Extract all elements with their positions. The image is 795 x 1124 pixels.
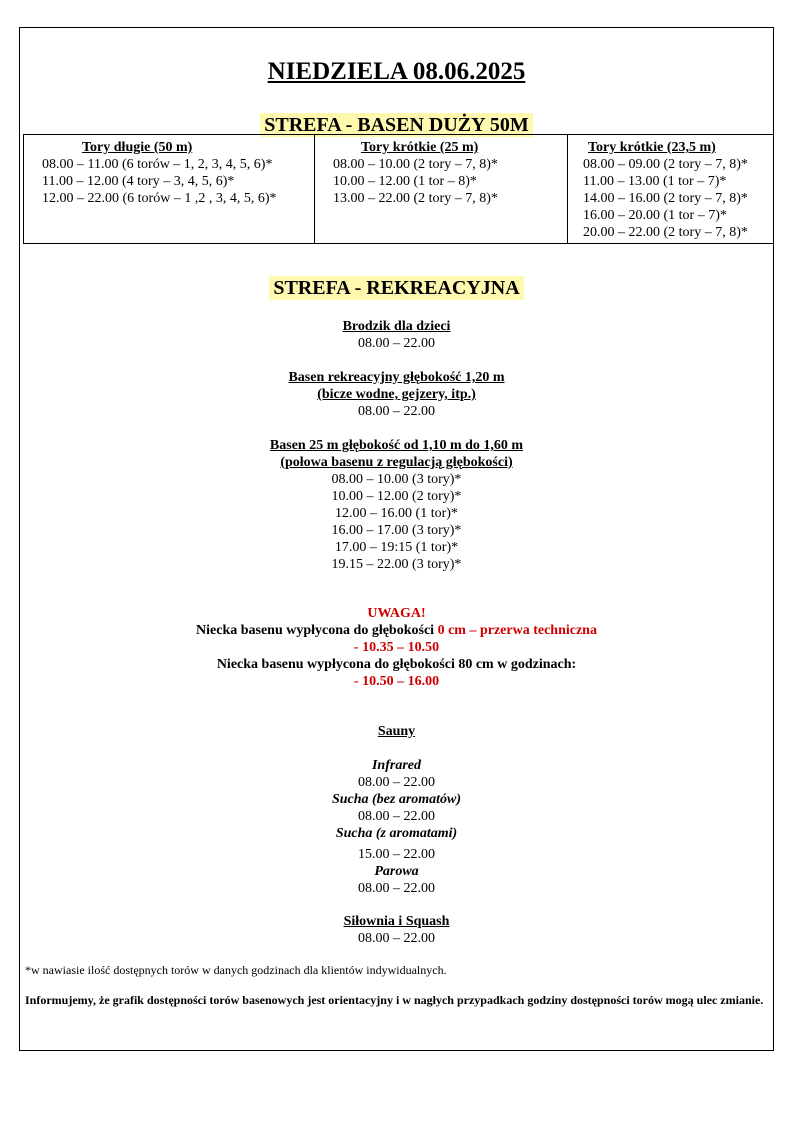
uwaga-line1-text: Niecka basenu wypłycona do głębokości xyxy=(196,623,438,638)
rekreacyjny-hours: 08.00 – 22.00 xyxy=(358,404,435,419)
lanes-col-header: Tory krótkie (25 m) xyxy=(361,140,479,155)
sauny-section xyxy=(20,723,773,897)
uwaga-line1-highlight: 0 cm – przerwa techniczna xyxy=(437,623,597,638)
lane-row: 11.00 – 12.00 (4 tory – 3, 4, 5, 6)* xyxy=(42,174,235,189)
basen25-row: 08.00 – 10.00 (3 tory)* xyxy=(331,472,462,487)
lanes-col-short-235 xyxy=(568,135,774,244)
lanes-col-short-25 xyxy=(315,135,568,244)
brodzik-title: Brodzik dla dzieci xyxy=(342,319,451,334)
rekreacyjny-subtitle: (bicze wodne, gejzery, itp.) xyxy=(317,387,476,402)
sauna-name: Sucha (bez aromatów) xyxy=(331,792,462,807)
basen25-section xyxy=(20,437,773,573)
sauna-hours: 08.00 – 22.00 xyxy=(358,775,435,790)
uwaga-line4: - 10.50 – 16.00 xyxy=(353,674,440,689)
basen25-row: 10.00 – 12.00 (2 tory)* xyxy=(331,489,462,504)
brodzik-section xyxy=(20,318,773,352)
uwaga-label: UWAGA! xyxy=(367,606,426,621)
footnote: *w nawiasie ilość dostępnych torów w danych godzinach dla klientów indywidualnych. xyxy=(25,963,447,977)
lane-row: 14.00 – 16.00 (2 tory – 7, 8)* xyxy=(583,191,748,206)
lane-row: 08.00 – 11.00 (6 torów – 1, 2, 3, 4, 5, 6)* xyxy=(42,157,273,172)
sauny-title: Sauny xyxy=(377,724,416,739)
lane-row: 16.00 – 20.00 (1 tor – 7)* xyxy=(583,208,727,223)
page-title: NIEDZIELA 08.06.2025 xyxy=(267,58,526,85)
sauna-hours: 08.00 – 22.00 xyxy=(358,881,435,896)
basen25-row: 16.00 – 17.00 (3 tory)* xyxy=(331,523,462,538)
lane-row: 13.00 – 22.00 (2 tory – 7, 8)* xyxy=(333,191,498,206)
rekreacyjny-section xyxy=(20,369,773,420)
sauna-name: Parowa xyxy=(374,864,419,879)
zone-rec-label: STREFA - REKREACYJNA xyxy=(269,276,523,300)
basen25-title: Basen 25 m głębokość od 1,10 m do 1,60 m xyxy=(269,438,524,453)
uwaga-section xyxy=(20,605,773,690)
lane-row: 11.00 – 13.00 (1 tor – 7)* xyxy=(583,174,727,189)
zone-big-label: STREFA - BASEN DUŻY 50M xyxy=(260,113,532,137)
basen25-subtitle: (połowa basenu z regulacją głębokości) xyxy=(280,455,513,470)
basen25-row: 19.15 – 22.00 (3 tory)* xyxy=(331,557,462,572)
uwaga-line2: - 10.35 – 10.50 xyxy=(353,640,440,655)
lane-row: 20.00 – 22.00 (2 tory – 7, 8)* xyxy=(583,225,748,240)
lane-row: 10.00 – 12.00 (1 tor – 8)* xyxy=(333,174,477,189)
sauna-name: Sucha (z aromatami) xyxy=(335,826,458,841)
zone-rec-heading xyxy=(20,277,773,300)
schedule-frame xyxy=(19,27,774,1051)
basen25-row: 17.00 – 19:15 (1 tor)* xyxy=(334,540,459,555)
sauna-hours: 08.00 – 22.00 xyxy=(358,809,435,824)
sauna-hours: 15.00 – 22.00 xyxy=(358,847,435,862)
lanes-col-long xyxy=(24,135,315,244)
lane-row: 08.00 – 09.00 (2 tory – 7, 8)* xyxy=(583,157,748,172)
silownia-section xyxy=(20,913,773,947)
lane-row: 12.00 – 22.00 (6 torów – 1 ,2 , 3, 4, 5, 6)* xyxy=(42,191,277,206)
info-note: Informujemy, że grafik dostępności torów basenowych jest orientacyjny i w nagłych przypadkach godziny dostępności torów mogą ulec zmianie. xyxy=(25,993,764,1007)
silownia-title: Siłownia i Squash xyxy=(343,914,450,929)
lanes-col-header: Tory krótkie (23,5 m) xyxy=(588,140,716,155)
lanes-table xyxy=(23,134,774,244)
lanes-col-header: Tory długie (50 m) xyxy=(82,140,193,155)
silownia-hours: 08.00 – 22.00 xyxy=(358,931,435,946)
rekreacyjny-title: Basen rekreacyjny głębokość 1,20 m xyxy=(288,370,505,385)
basen25-row: 12.00 – 16.00 (1 tor)* xyxy=(335,506,458,521)
lane-row: 08.00 – 10.00 (2 tory – 7, 8)* xyxy=(333,157,498,172)
brodzik-hours: 08.00 – 22.00 xyxy=(358,336,435,351)
sauna-name: Infrared xyxy=(371,758,421,773)
uwaga-line3: Niecka basenu wypłycona do głębokości 80 cm w godzinach: xyxy=(216,657,577,672)
